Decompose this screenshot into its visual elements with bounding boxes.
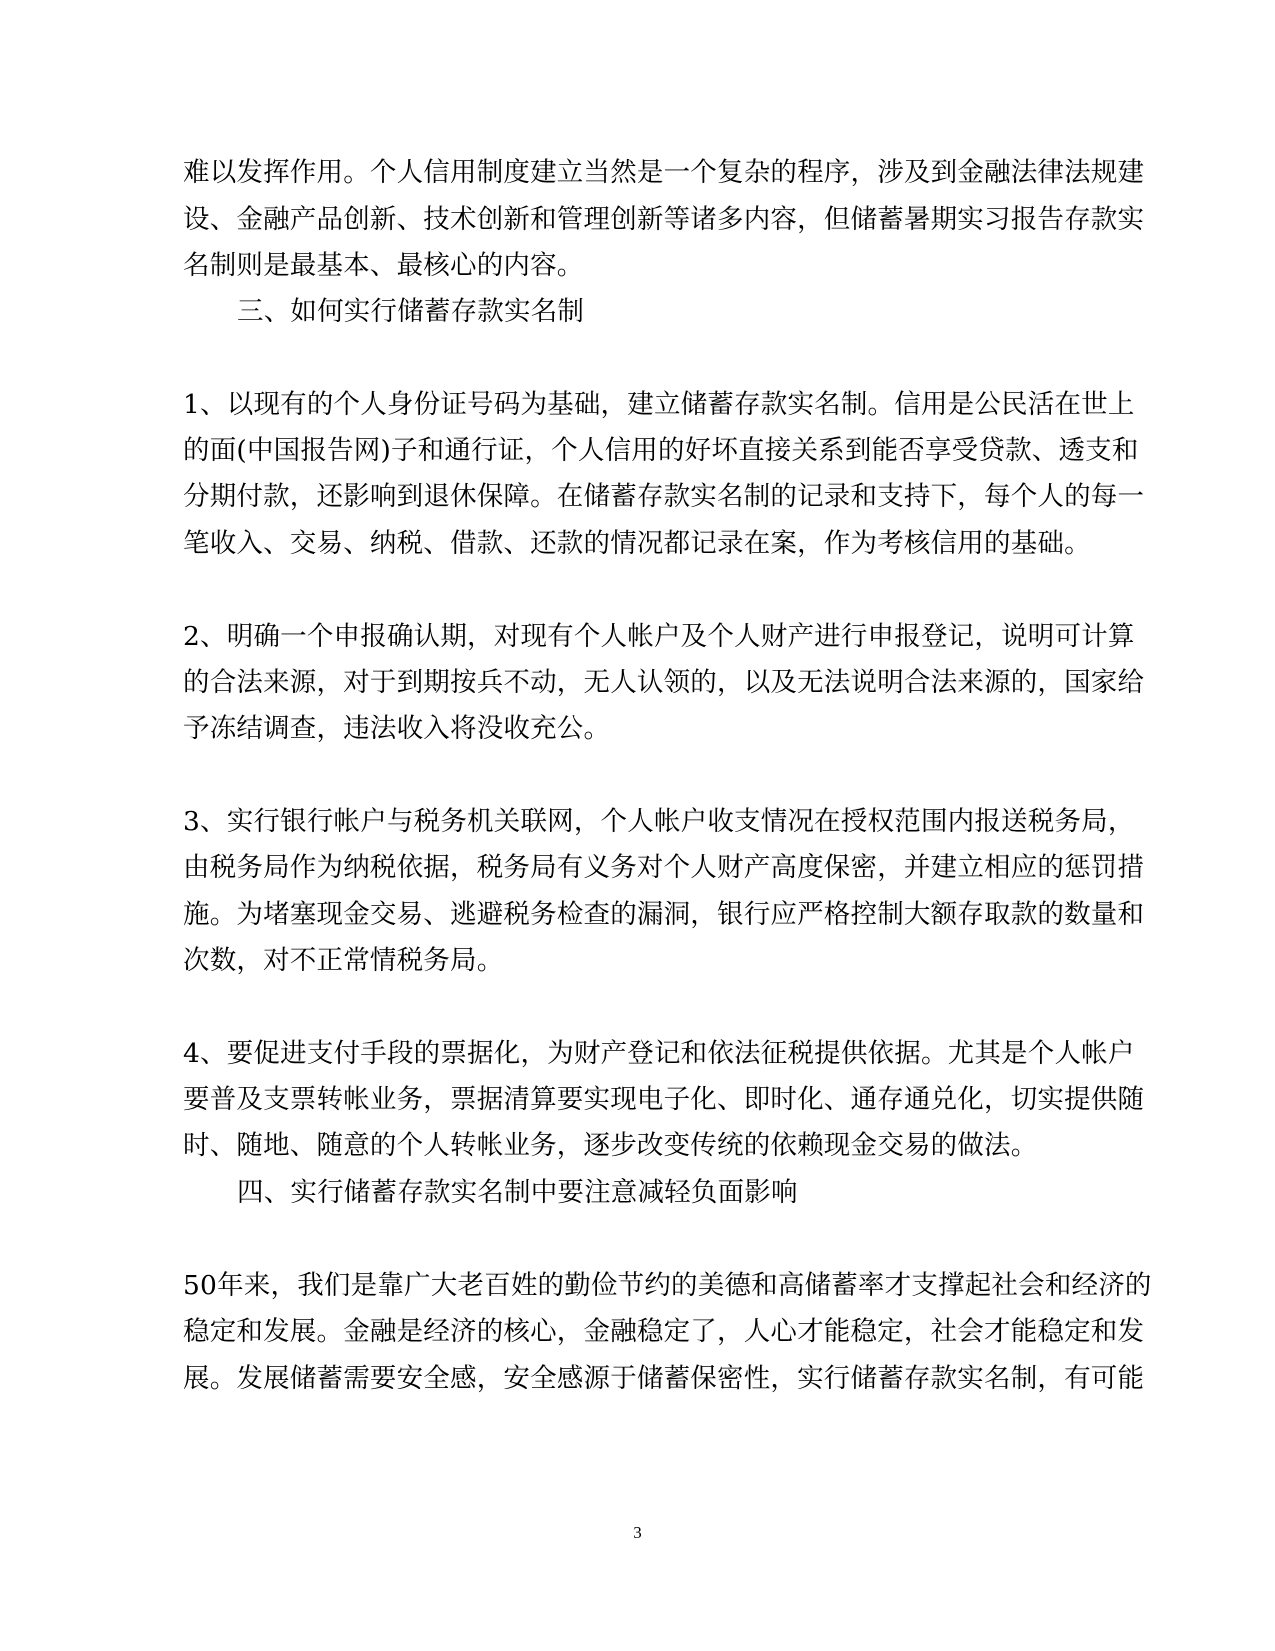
body-text-line: 的合法来源，对于到期按兵不动，无人认领的，以及无法说明合法来源的，国家给: [183, 667, 1145, 698]
body-text-line: 设、金融产品创新、技术创新和管理创新等诸多内容，但储蓄暑期实习报告存款实: [183, 204, 1145, 235]
section-heading: 四、实行储蓄存款实名制中要注意减轻负面影响: [237, 1177, 798, 1208]
page-number: 3: [633, 1523, 642, 1542]
body-text-line: 稳定和发展。金融是经济的核心，金融稳定了，人心才能稳定，社会才能稳定和发: [183, 1316, 1145, 1347]
body-text-line: 笔收入、交易、纳税、借款、还款的情况都记录在案，作为考核信用的基础。: [183, 528, 1091, 559]
body-text-line: 由税务局作为纳税依据，税务局有义务对个人财产高度保密，并建立相应的惩罚措: [183, 852, 1145, 883]
body-text-line: 要普及支票转帐业务，票据清算要实现电子化、即时化、通存通兑化，切实提供随: [183, 1084, 1145, 1115]
body-text-line: 50年来，我们是靠广大老百姓的勤俭节约的美德和高储蓄率才支撑起社会和经济的: [183, 1270, 1152, 1301]
body-text-line: 1、以现有的个人身份证号码为基础，建立储蓄存款实名制。信用是公民活在世上: [183, 389, 1135, 420]
body-text-line: 4、要促进支付手段的票据化，为财产登记和依法征税提供依据。尤其是个人帐户: [183, 1038, 1135, 1069]
body-text-line: 的面(中国报告网)子和通行证，个人信用的好坏直接关系到能否享受贷款、透支和: [183, 435, 1139, 466]
body-text-line: 时、随地、随意的个人转帐业务，逐步改变传统的依赖现金交易的做法。: [183, 1130, 1038, 1161]
body-text-line: 2、明确一个申报确认期，对现有个人帐户及个人财产进行申报登记，说明可计算: [183, 621, 1135, 652]
body-text-line: 难以发挥作用。个人信用制度建立当然是一个复杂的程序，涉及到金融法律法规建: [183, 157, 1145, 188]
body-text-line: 分期付款，还影响到退休保障。在储蓄存款实名制的记录和支持下，每个人的每一: [183, 481, 1145, 512]
body-text-line: 展。发展储蓄需要安全感，安全感源于储蓄保密性，实行储蓄存款实名制，有可能: [183, 1363, 1145, 1394]
body-text-line: 施。为堵塞现金交易、逃避税务检查的漏洞，银行应严格控制大额存取款的数量和: [183, 899, 1145, 930]
body-text-line: 3、实行银行帐户与税务机关联网，个人帐户收支情况在授权范围内报送税务局，: [183, 806, 1135, 837]
section-heading: 三、如何实行储蓄存款实名制: [237, 296, 585, 327]
body-text-line: 名制则是最基本、最核心的内容。: [183, 250, 584, 281]
body-text-line: 次数，对不正常情税务局。: [183, 945, 504, 976]
body-text-line: 予冻结调查，违法收入将没收充公。: [183, 713, 611, 744]
